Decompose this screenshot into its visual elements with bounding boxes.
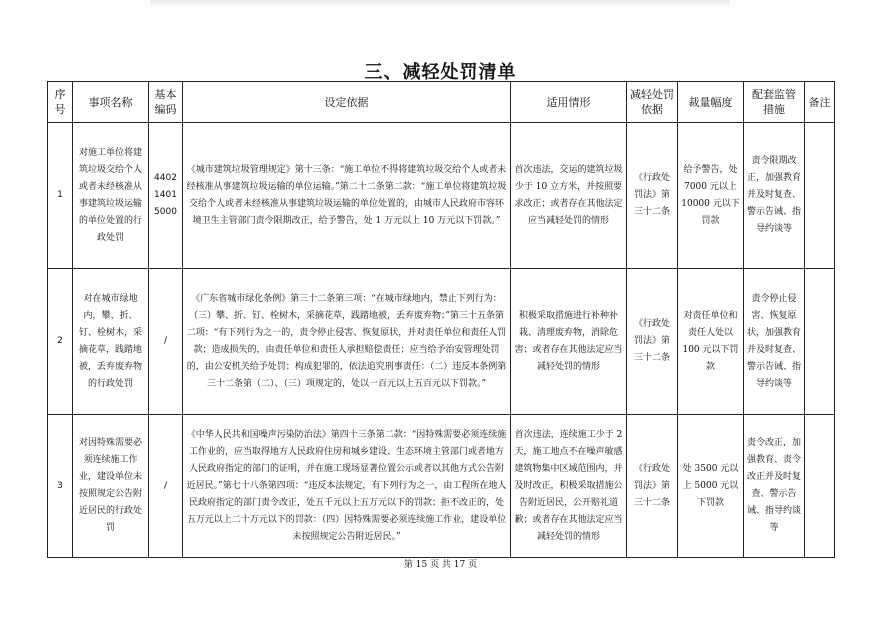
cell-reduce-basis: 《行政处罚法》第三十二条 [627,415,678,558]
header-remark: 备注 [805,82,835,123]
header-name: 事项名称 [73,82,149,123]
cell-remark [805,415,835,558]
cell-name: 对施工单位将建筑垃圾交给个人或者未经核准从事建筑垃圾运输的单位处置的行政处罚 [73,123,149,269]
cell-situation: 首次违法，交运的建筑垃圾少于 10 立方米，并按照要求改正；或者存在其他法定应当减轻处罚的情形 [511,123,627,269]
cell-code: / [149,415,183,558]
header-seq: 序号 [48,82,73,123]
page-number: 第 15 页 共 17 页 [403,560,478,570]
header-code: 基本编码 [149,82,183,123]
cell-situation: 首次违法，连续施工少于 2 天，施工地点不在噪声敏感建筑物集中区域范围内，并及时改正，积极采取措施公告附近居民，公开赔礼道歉；或者存在其他法定应当减轻处罚的情形 [511,415,627,558]
cell-remark [805,123,835,269]
table-row [48,123,835,269]
header-basis: 设定依据 [183,82,511,123]
cell-code: / [149,269,183,415]
cell-seq: 2 [48,269,73,415]
document-title: 三、减轻处罚清单 [364,62,517,83]
cell-basis: 《城市建筑垃圾管理规定》第十三条：“施工单位不得将建筑垃圾交给个人或者未经核准从事建筑垃圾运输的单位运输。”第二十二条第二款：“施工单位将建筑垃圾交给个人或者未经核准从事建筑垃圾运输的单位处置的，由城市人民政府市容环境卫生主管部门责令限期改正，给予警告，处 1 万元以上 10 万元以下罚款。” [183,123,511,269]
cell-reduce-basis: 《行政处罚法》第三十二条 [627,269,678,415]
cell-seq: 3 [48,415,73,558]
table-header-row [48,82,835,123]
cell-range: 处 3500 元以上 5000 元以下罚款 [678,415,744,558]
cell-seq: 1 [48,123,73,269]
header-measures: 配套监管措施 [744,82,805,123]
cell-basis: 《中华人民共和国噪声污染防治法》第四十三条第二款：“因特殊需要必须连续施工作业的，应当取得地方人民政府住房和城乡建设、生态环境主管部门或者地方人民政府指定的部门的证明，并在施工现场显著位置公示或者以其他方式公告附近居民。”第七十八条第四项：“违反本法规定，有下列行为之一，由工程所在地人民政府指定的部门责令改正，处五千元以上五万元以下的罚款；拒不改正的，处五万元以上二十万元以下的罚款：（四）因特殊需要必须连续施工作业，建设单位未按照规定公告附近居民。” [183,415,511,558]
header-situation: 适用情形 [511,82,627,123]
cell-situation: 积极采取措施进行补种补栽、清理废弃物，消除危害；或者存在其他法定应当减轻处罚的情形 [511,269,627,415]
header-reduce-basis: 减轻处罚依据 [627,82,678,123]
cell-code: 440214015000 [149,123,183,269]
cell-range: 对责任单位和责任人处以 100 元以下罚款 [678,269,744,415]
cell-measures: 责令限期改正，加强教育并及时复查、警示告诫、指导约谈等 [744,123,805,269]
cell-name: 对因特殊需要必须连续施工作业，建设单位未按照规定公告附近居民的行政处罚 [73,415,149,558]
cell-measures: 责令停止侵害、恢复原状，加强教育并及时复查、警示告诫、指导约谈等 [744,269,805,415]
cell-range: 给予警告，处 7000 元以上 10000 元以下罚款 [678,123,744,269]
cell-basis: 《广东省城市绿化条例》第三十二条第三项：“在城市绿地内，禁止下列行为：（三）攀、折、钉、栓树木，采摘花草，践踏地被，丢弃废弃物；”第三十五条第二项：“有下列行为之一的，责令停止侵害、恢复原状，并对责任单位和责任人罚款；造成损失的，由责任单位和责任人承担赔偿责任；应当给予治安管理处罚的，由公安机关给予处罚；构成犯罪的，依法追究刑事责任：（二）违反本条例第三十二条第（二）、（三）项规定的，处以一百元以上五百元以下罚款。” [183,269,511,415]
cell-name: 对在城市绿地内，攀、折、钉、栓树木，采摘花草，践踏地被，丢弃废弃物的行政处罚 [73,269,149,415]
page-edge [150,0,730,8]
cell-remark [805,269,835,415]
cell-measures: 责令改正，加强教育、责令改正并及时复查、警示告诫、指导约谈等 [744,415,805,558]
table-row [48,415,835,558]
header-range: 裁量幅度 [678,82,744,123]
table-row [48,269,835,415]
cell-reduce-basis: 《行政处罚法》第三十二条 [627,123,678,269]
penalty-reduction-table [47,81,835,558]
